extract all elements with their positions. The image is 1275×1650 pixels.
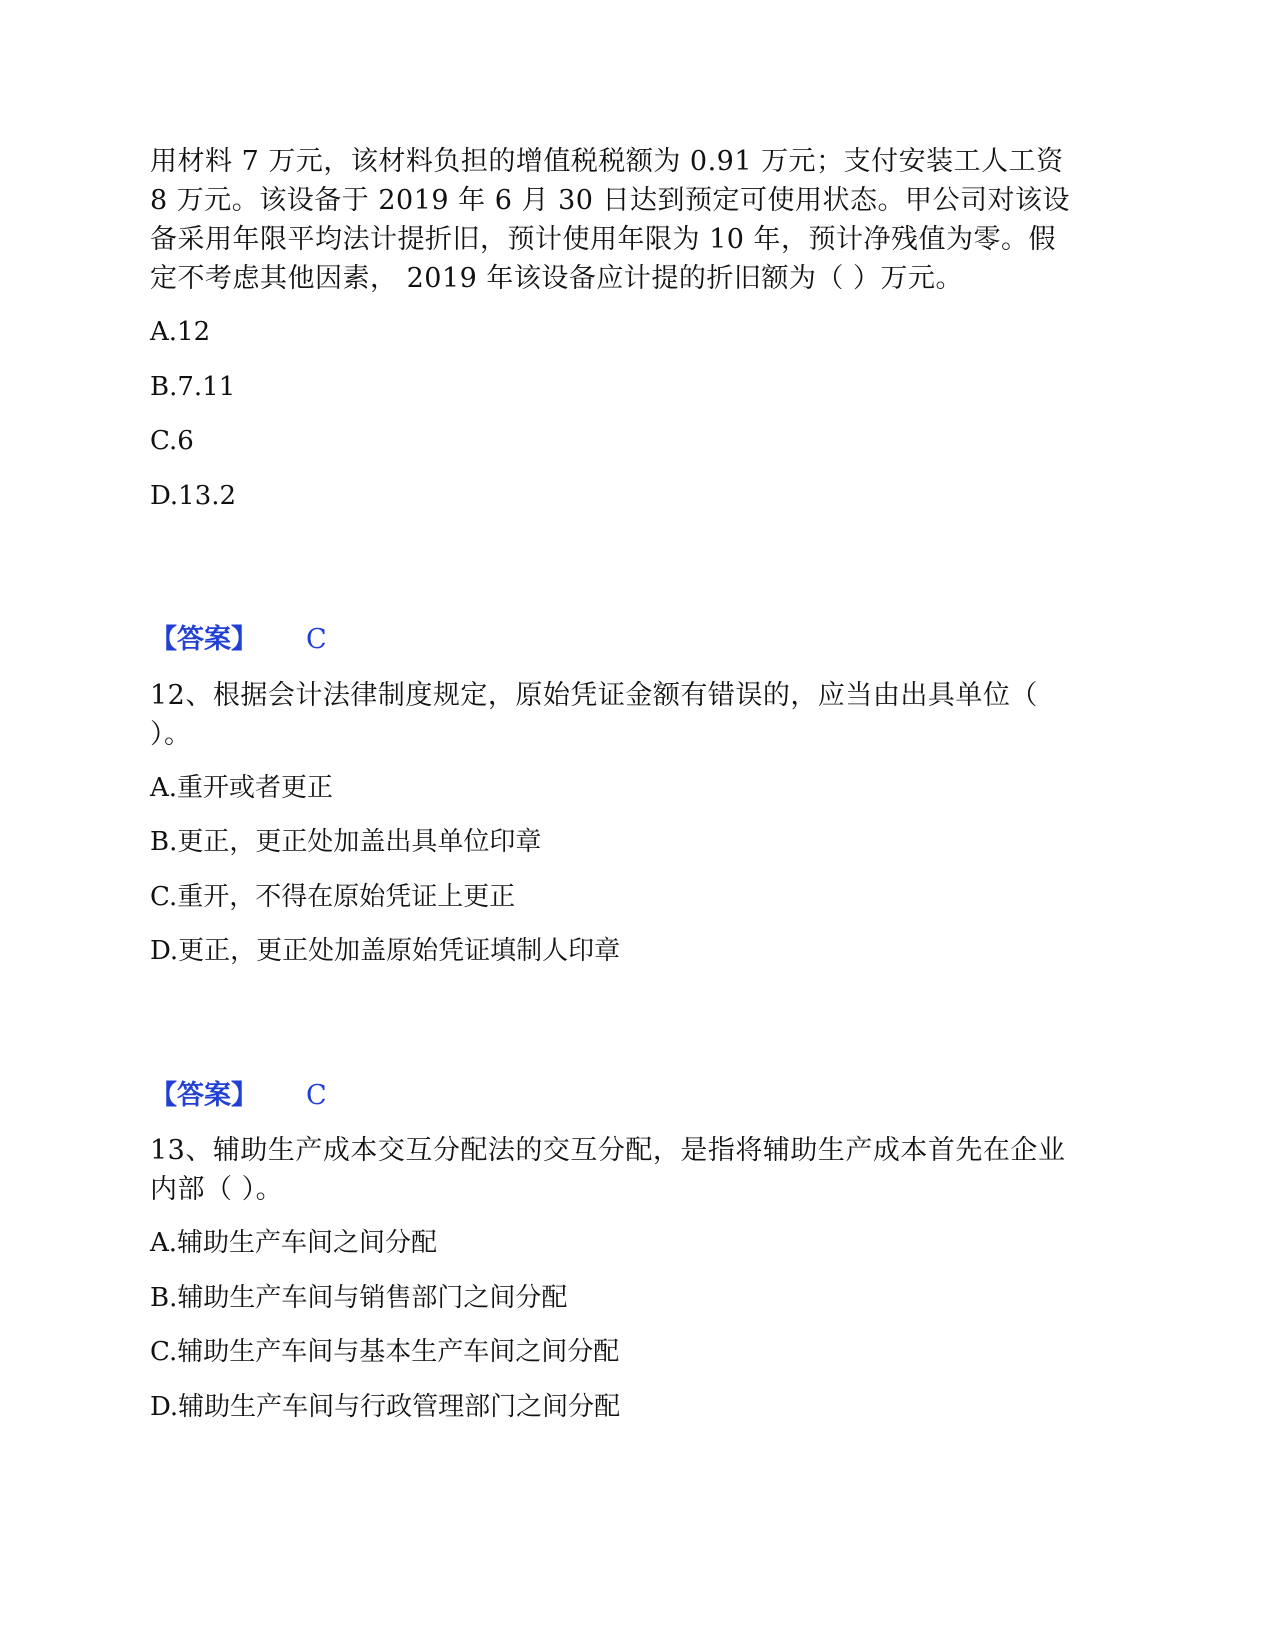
document-page bbox=[150, 0, 1110, 1650]
q11-option-c: C.6 bbox=[150, 426, 194, 456]
q13-line-2: 内部（ ）。 bbox=[150, 1174, 284, 1205]
q13-option-d: D.辅助生产车间与行政管理部门之间分配 bbox=[150, 1392, 621, 1422]
q11-option-a: A.12 bbox=[150, 317, 211, 347]
q12-option-c: C.重开，不得在原始凭证上更正 bbox=[150, 882, 516, 912]
q11-line-2: 8 万元。该设备于 2019 年 6 月 30 日达到预定可使用状态。甲公司对该设 bbox=[150, 185, 1071, 216]
q13-option-a: A.辅助生产车间之间分配 bbox=[150, 1228, 438, 1258]
q12-option-b: B.更正，更正处加盖出具单位印章 bbox=[150, 827, 542, 857]
q12-option-d: D.更正，更正处加盖原始凭证填制人印章 bbox=[150, 936, 621, 966]
q13-option-c: C.辅助生产车间与基本生产车间之间分配 bbox=[150, 1337, 620, 1367]
q13-line-1: 13、辅助生产成本交互分配法的交互分配，是指将辅助生产成本首先在企业 bbox=[150, 1135, 1066, 1166]
answer-value: C bbox=[306, 1080, 327, 1111]
q11-line-4: 定不考虑其他因素， 2019 年该设备应计提的折旧额为（ ）万元。 bbox=[150, 263, 963, 294]
answer-value: C bbox=[306, 624, 327, 655]
q11-option-b: B.7.11 bbox=[150, 372, 236, 402]
q11-line-3: 备采用年限平均法计提折旧，预计使用年限为 10 年，预计净残值为零。假 bbox=[150, 224, 1057, 255]
q12-answer bbox=[150, 1078, 327, 1114]
answer-tag: 【答案】 bbox=[150, 624, 258, 655]
q12-option-a: A.重开或者更正 bbox=[150, 773, 334, 803]
q12-line-1: 12、根据会计法律制度规定，原始凭证金额有错误的，应当由出具单位（ bbox=[150, 680, 1038, 711]
q12-line-2: ）。 bbox=[150, 719, 192, 750]
q13-option-b: B.辅助生产车间与销售部门之间分配 bbox=[150, 1283, 568, 1313]
q11-option-d: D.13.2 bbox=[150, 481, 237, 511]
q11-answer bbox=[150, 622, 327, 658]
q11-line-1: 用材料 7 万元，该材料负担的增值税税额为 0.91 万元；支付安装工人工资 bbox=[150, 146, 1064, 177]
answer-tag: 【答案】 bbox=[150, 1080, 258, 1111]
